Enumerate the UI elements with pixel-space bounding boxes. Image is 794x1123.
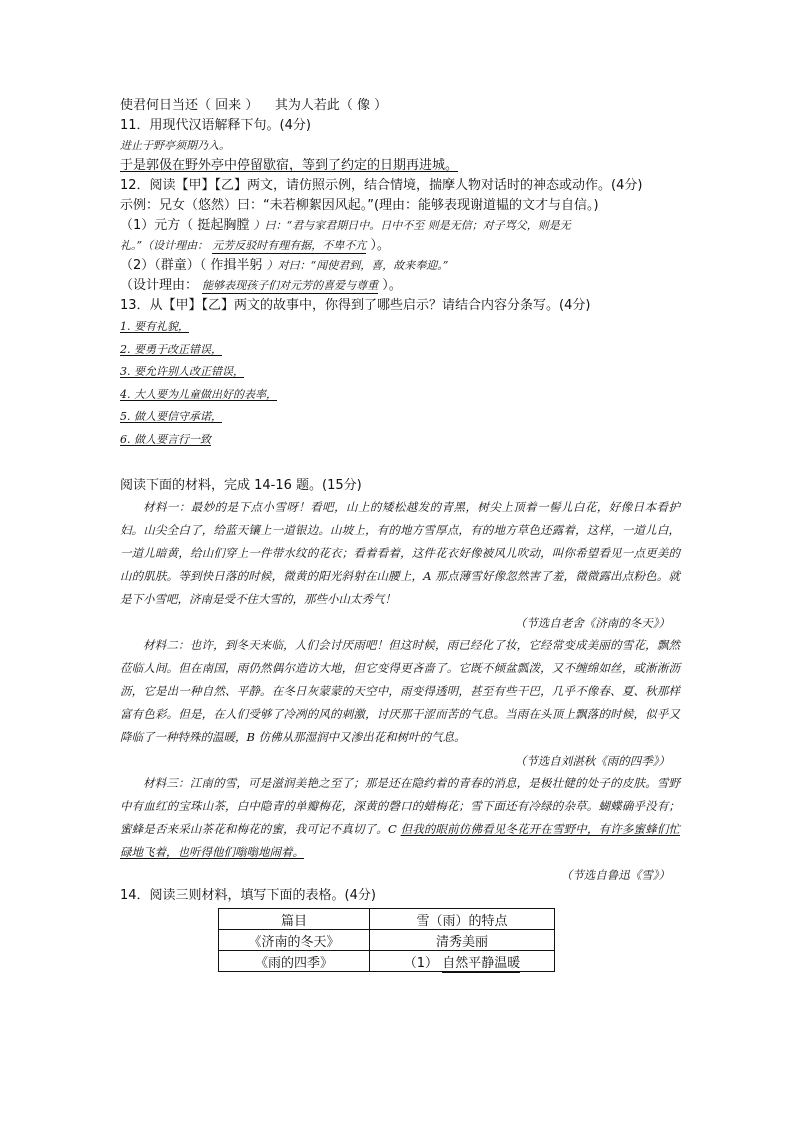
q13-answer-item bbox=[120, 429, 680, 452]
table-cell-title: 《雨的四季》 bbox=[219, 951, 370, 972]
q14-table bbox=[218, 908, 555, 972]
q12-item-1 bbox=[120, 216, 680, 236]
material-3-underlined-c: 但我的眼前仿佛看见冬花开在雪野中，有许多蜜蜂们忙碌地飞着，也听得他们嗡嗡地闹着。 bbox=[120, 822, 681, 860]
q12-item1-reason: 元芳反驳时有理有据，不卑不亢 bbox=[212, 239, 367, 252]
exam-page bbox=[120, 96, 680, 972]
q12-item2-reason: 能够表现孩子们对元芳的喜爱与尊重 bbox=[202, 279, 379, 292]
material-3-text: 材料三：江南的雪，可是滋润美艳之至了；那是还在隐约着的青春的消息，是极壮健的处子的皮肤。雪野中有血红的宝珠山茶，白中隐青的单瓣梅花，深黄的磬口的蜡梅花；雪下面还有冷绿的杂草。蝴蝶确乎没有；蜜蜂是否来采山茶花和梅花的蜜，我可记不真切了。C bbox=[120, 775, 680, 836]
q12-item2-answer: 作揖半躬 bbox=[210, 258, 263, 273]
table-row bbox=[219, 951, 555, 972]
table-cell-number: （1） bbox=[403, 955, 439, 971]
q13-question: 13．从【甲】【乙】两文的故事中，你得到了哪些启示？请结合内容分条写。(4分) bbox=[120, 298, 591, 313]
q12-example: 示例：兄女（悠然）曰：“未若柳絮因风起。”(理由：能够表现谢道韫的文才与自信。) bbox=[120, 198, 599, 213]
q13-answer-item bbox=[120, 384, 680, 407]
q10-answer-2: 像 bbox=[356, 98, 370, 113]
q10-text-2: ） 其为人若此（ bbox=[245, 98, 353, 113]
material-2: 材料二：也许，到冬天来临，人们会讨厌雨吧！但这时候，雨已经化了妆，它经常变成美丽的雪花，飘然莅临人间。但在南国，雨仍然偶尔造访大地，但它变得更吝啬了。它既不倾盆瓢泼，又不缠绵如丝，或淅淅沥沥，它是出一种自然、平静。在冬日灰蒙蒙的天空中，雨变得透明，甚至有些干巴，几乎不像春、夏、秋那样富有色彩。但是，在人们受够了冷冽的风的刺激，讨厌那干涩而苦的气息。当雨在头顶上飘落的时候，似乎又降临了一种特殊的温暖，B 仿佛从那湿润中又渗出花和树叶的气息。 bbox=[120, 637, 680, 745]
q13-answer-text: 1. 要有礼貌， bbox=[120, 320, 189, 333]
q13-answer-text: 6. 做人要言行一致 bbox=[120, 432, 211, 446]
q11-question: 11．用现代汉语解释下句。(4分) bbox=[120, 118, 311, 133]
q12-item2-prefix: （2）（群童）（ bbox=[120, 258, 207, 273]
q11-original-sentence: 进止于野亭须期乃入。 bbox=[120, 139, 230, 152]
material-2-source: （节选自刘湛秋《雨的四季》） bbox=[514, 753, 670, 768]
q12-item1-answer: 挺起胸膛 bbox=[197, 218, 250, 233]
q13-answer-text: 5. 做人要信守承诺， bbox=[120, 410, 222, 424]
q13-answer-list bbox=[120, 316, 680, 452]
q12-item2-reason-prefix: （设计理由： bbox=[120, 278, 199, 293]
table-cell-feature bbox=[370, 951, 555, 972]
table-row bbox=[219, 930, 555, 951]
q12-item1-prefix: （1）元方（ bbox=[120, 218, 194, 233]
table-cell-answer: 自然平静温暖 bbox=[442, 955, 521, 971]
material-1-source: （节选自老舍《济南的冬天》） bbox=[514, 615, 670, 630]
material-1: 材料一：最妙的是下点小雪呀！看吧，山上的矮松越发的青黑，树尖上顶着一髻儿白花，好像日本看护妇。山尖全白了，给蓝天镶上一道银边。山坡上，有的地方雪厚点，有的地方草色还露着，这样，一道儿白，一道儿暗黄，给山们穿上一件带水纹的花衣；看着看着，这件花衣好像被风儿吹动，叫你希望看见一点更美的山的肌肤。等到快日落的时候，微黄的阳光斜射在山腰上，A 那点薄雪好像忽然害了羞，微微露出点粉色。就是下小雪吧，济南是受不住大雪的，那些小山太秀气！ bbox=[120, 499, 680, 607]
material-3-source: （节选自鲁迅《雪》） bbox=[560, 868, 670, 883]
q12-item1-end: ）。 bbox=[370, 238, 390, 253]
q10-answer-1: 回来 bbox=[215, 98, 242, 113]
q14-question: 14．阅读三则材料，填写下面的表格。(4分) bbox=[120, 888, 376, 904]
q13-answer-item bbox=[120, 406, 680, 429]
table-header-row bbox=[219, 909, 555, 930]
q12-item1-cont: 礼。”（设计理由： bbox=[120, 239, 209, 252]
q12-item2-end: ）。 bbox=[382, 278, 402, 293]
material-3 bbox=[120, 772, 680, 865]
q13-answer-text: 4. 大人要为儿童做出好的表率， bbox=[120, 387, 277, 401]
q12-item-2-reason bbox=[120, 276, 680, 296]
q13-answer-text: 3. 要允许别人改正错误， bbox=[120, 365, 244, 379]
reading-heading: 阅读下面的材料，完成 14-16 题。(15分) bbox=[120, 477, 362, 493]
q12-item-1-reason bbox=[120, 236, 680, 256]
table-header-feature: 雪（雨）的特点 bbox=[370, 909, 555, 930]
q11-answer bbox=[120, 156, 680, 176]
q12-question: 12．阅读【甲】【乙】两文，请仿照示例，结合情境，揣摩人物对话时的神态或动作。(4分) bbox=[120, 178, 643, 193]
q12-item2-quote: ）对曰：“闻使君到，喜，故来奉迎。” bbox=[266, 259, 449, 272]
q13-answer-item bbox=[120, 361, 680, 384]
q12-item-2 bbox=[120, 256, 680, 276]
q13-answer-item bbox=[120, 339, 680, 362]
q11-answer-text: 于是郭伋在野外亭中停留歇宿，等到了约定的日期再进城。 bbox=[120, 158, 459, 173]
q10-answer-line bbox=[120, 96, 680, 116]
q10-text-1: 使君何日当还（ bbox=[120, 98, 212, 113]
table-header-title: 篇目 bbox=[219, 909, 370, 930]
table-cell-title: 《济南的冬天》 bbox=[219, 930, 370, 951]
table-cell-feature: 清秀美丽 bbox=[370, 930, 555, 951]
q13-answer-item bbox=[120, 316, 680, 339]
q12-item1-quote: ）曰：“君与家君期日中。日中不至 则是无信；对子骂父，则是无 bbox=[253, 219, 571, 232]
q13-answer-text: 2. 要勇于改正错误， bbox=[120, 342, 222, 356]
q10-text-3: ） bbox=[374, 98, 388, 113]
